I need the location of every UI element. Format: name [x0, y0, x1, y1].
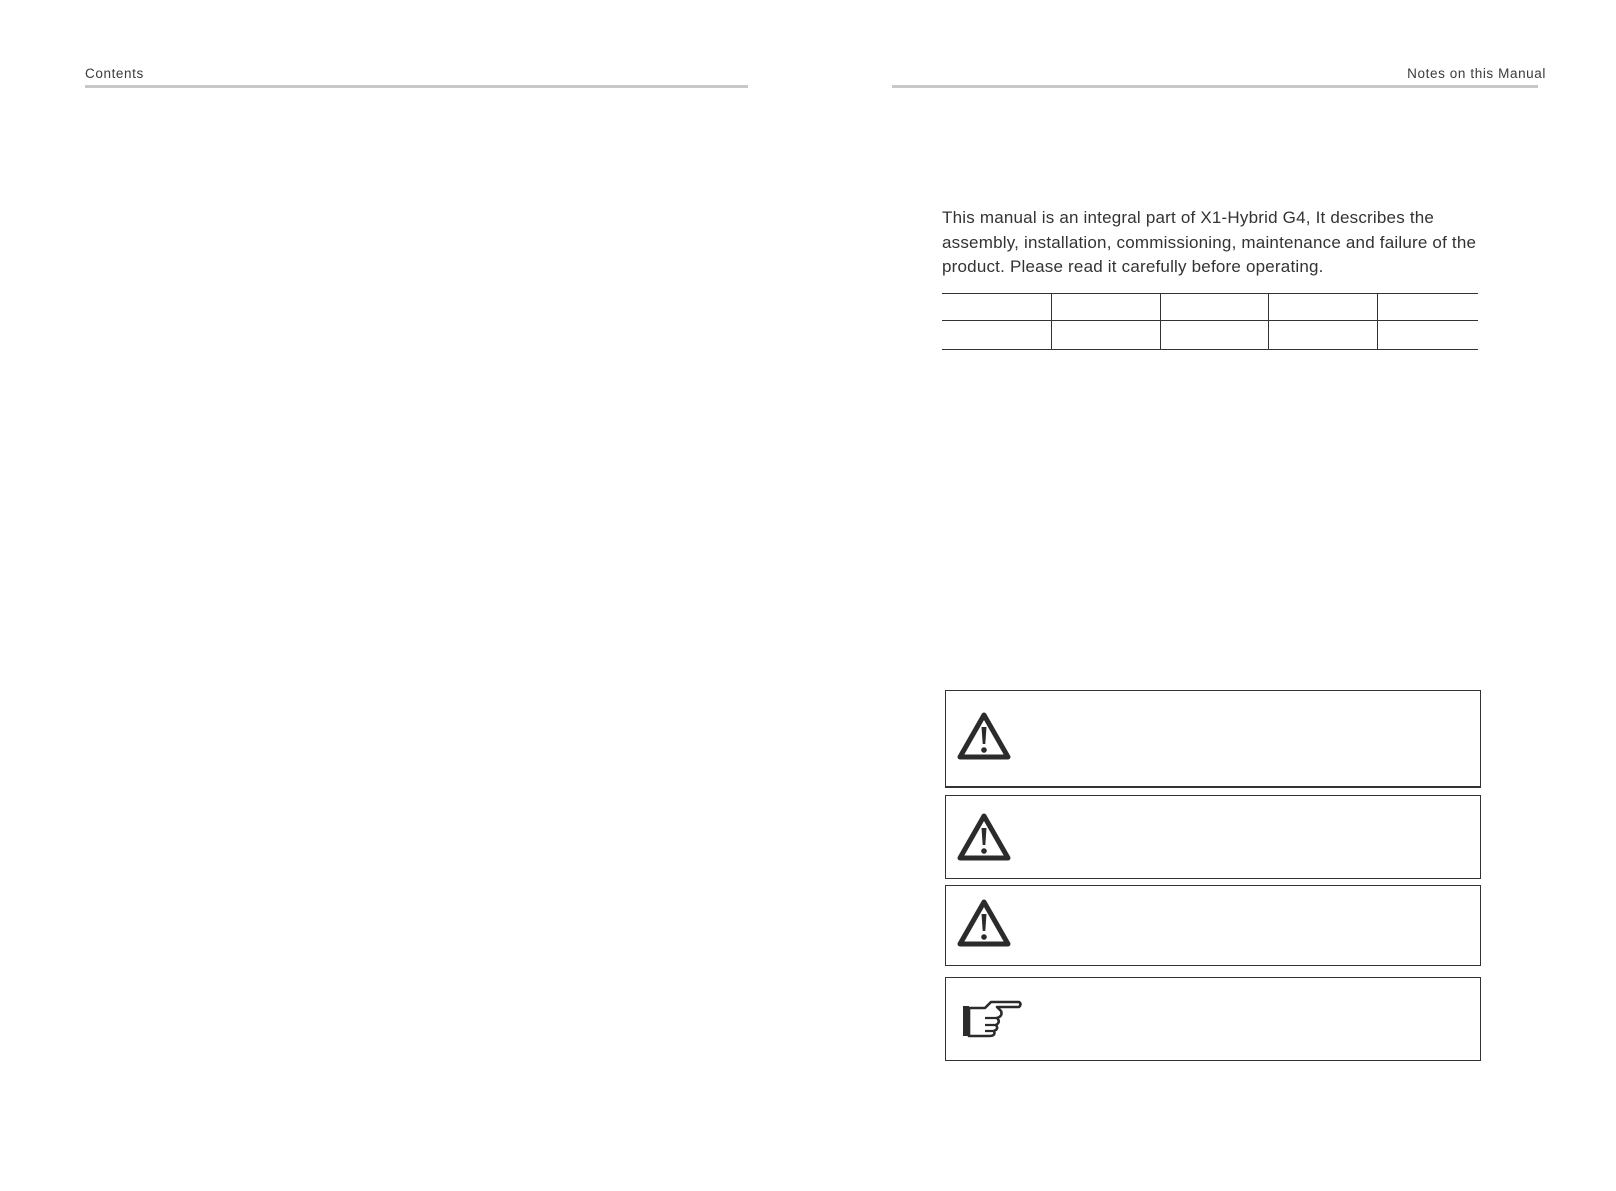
- warning-triangle-icon: [956, 812, 1012, 862]
- danger-notice-box: [945, 690, 1481, 788]
- page-header-notes: Notes on this Manual: [1407, 66, 1546, 81]
- note-notice-box: [945, 977, 1481, 1061]
- intro-paragraph: This manual is an integral part of X1-Hybrid G4, It describes the assembly, installation, commissioning, maintenance and failure of the product. Please read it carefully before operating.: [942, 208, 1477, 276]
- table-column-divider: [1377, 294, 1378, 349]
- table-column-divider: [1268, 294, 1269, 349]
- warning-notice-box: [945, 795, 1481, 879]
- table-column-divider: [1051, 294, 1052, 349]
- box-separator: [945, 786, 1481, 787]
- version-table: [942, 293, 1478, 350]
- warning-triangle-icon: [956, 711, 1012, 761]
- page-header-contents: Contents: [85, 66, 144, 81]
- table-column-divider: [1160, 294, 1161, 349]
- warning-triangle-icon: [956, 898, 1012, 948]
- header-rule: [85, 85, 748, 88]
- right-page: [808, 0, 1616, 1191]
- caution-notice-box: [945, 885, 1481, 966]
- pointing-hand-icon: [961, 998, 1023, 1040]
- table-row-divider: [942, 320, 1478, 321]
- header-rule: [892, 85, 1538, 88]
